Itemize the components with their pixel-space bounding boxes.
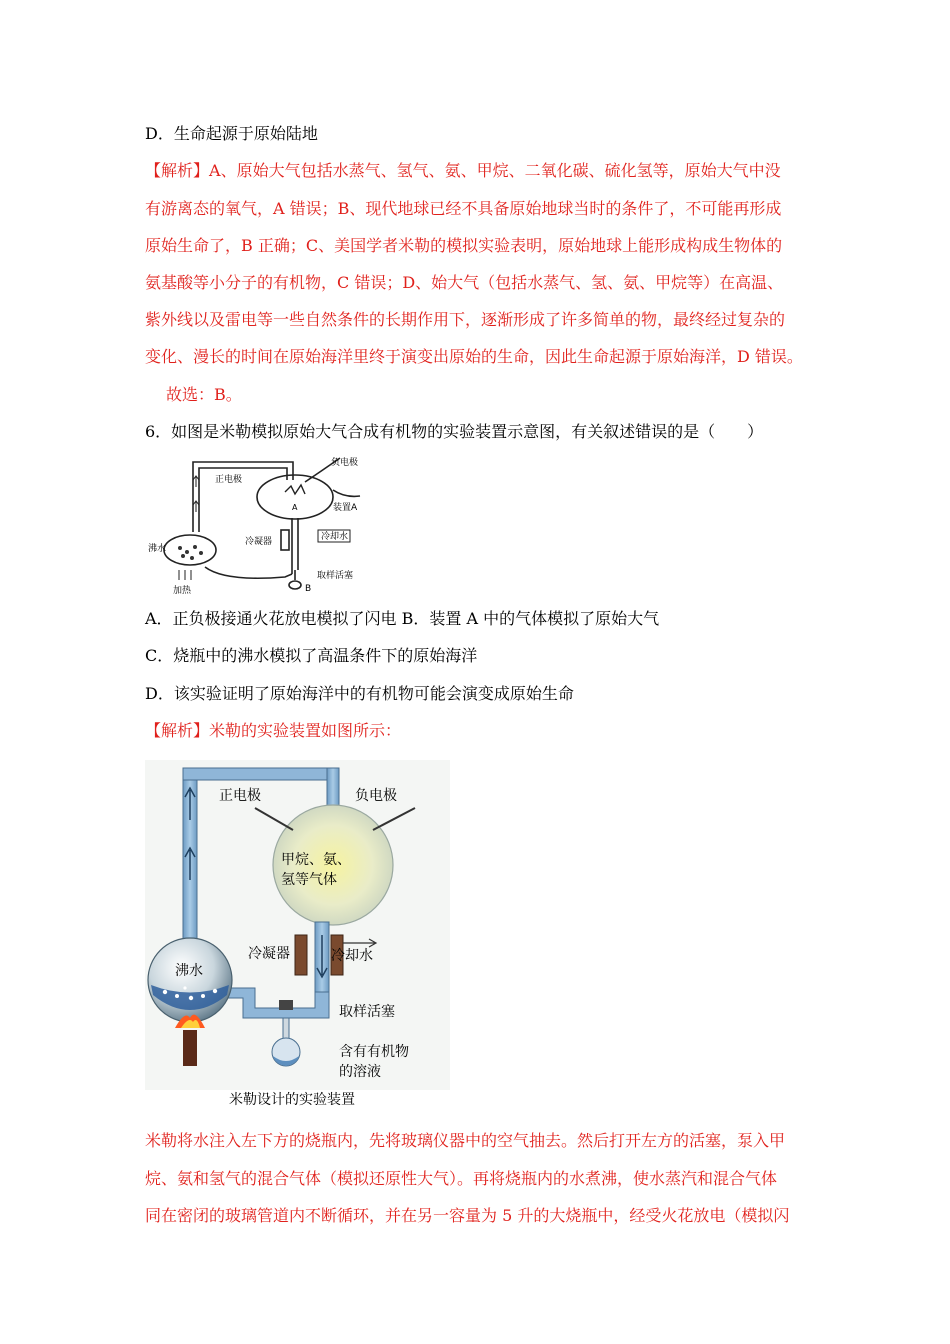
- q5-analysis-line-6: 变化、漫长的时间在原始海洋里终于演变出原始的生命，因此生命起源于原始海洋，D 错误。: [145, 347, 803, 366]
- fig-large-caption: 米勒设计的实验装置: [229, 1092, 355, 1108]
- fig-small-condenser: 冷凝器: [245, 537, 273, 547]
- fig-large-solution-line-1: 含有有机物: [339, 1044, 409, 1060]
- q6-explanation-line-3: 同在密闭的玻璃管道内不断循环，并在另一容量为 5 升的大烧瓶中，经受火花放电（模拟闪: [145, 1206, 790, 1225]
- q6-option-ab: A．正负极接通火花放电模拟了闪电 B．装置 A 中的气体模拟了原始大气: [145, 609, 660, 628]
- q5-analysis-line-2: 有游离态的氧气，A 错误；B、现代地球已经不具备原始地球当时的条件了，不可能再形成: [145, 199, 782, 218]
- fig-large-boiling-water: 沸水: [175, 963, 203, 979]
- fig-small-neg-electrode: 负电极: [331, 458, 359, 468]
- fig-large-solution-line-2: 的溶液: [339, 1064, 381, 1080]
- q5-option-d: D．生命起源于原始陆地: [145, 124, 318, 143]
- fig-large-gas-line-1: 甲烷、氨、: [281, 852, 351, 868]
- fig-small-boiling-water: 沸水: [148, 544, 167, 554]
- fig-small-device-a: 装置A: [333, 503, 358, 513]
- q5-answer: 故选：B。: [166, 385, 242, 404]
- fig-small-pos-electrode: 正电极: [215, 475, 243, 485]
- fig-small-letter-a: A: [292, 503, 298, 512]
- q6-option-d: D．该实验证明了原始海洋中的有机物可能会演变成原始生命: [145, 684, 574, 703]
- fig-large-sampling-valve: 取样活塞: [339, 1004, 395, 1020]
- q6-option-c: C．烧瓶中的沸水模拟了高温条件下的原始海洋: [145, 646, 478, 665]
- fig-large-gas-line-2: 氢等气体: [281, 872, 337, 888]
- fig-small-heating: 加热: [173, 586, 192, 596]
- q6-analysis-intro: 【解析】米勒的实验装置如图所示：: [145, 721, 402, 740]
- q6-explanation-line-1: 米勒将水注入左下方的烧瓶内，先将玻璃仪器中的空气抽去。然后打开左方的活塞，泵入甲: [145, 1131, 786, 1150]
- fig-small-sampling-valve: 取样活塞: [317, 571, 354, 581]
- fig-small-cooling-water: 冷却水: [321, 532, 349, 542]
- fig-large-condenser: 冷凝器: [248, 946, 290, 962]
- q5-analysis-line-4: 氨基酸等小分子的有机物，C 错误；D、始大气（包括水蒸气、氢、氨、甲烷等）在高温、: [145, 273, 784, 292]
- miller-apparatus-large-figure: [145, 760, 450, 1110]
- analysis-tag: 【解析】: [145, 161, 210, 180]
- fig-small-letter-b: B: [305, 584, 312, 594]
- q6-stem: 6．如图是米勒模拟原始大气合成有机物的实验装置示意图，有关叙述错误的是（ ）: [145, 422, 764, 441]
- fig-large-neg-electrode: 负电极: [355, 788, 397, 804]
- q5-analysis-line-1: 【解析】A、原始大气包括水蒸气、氢气、氨、甲烷、二氧化碳、硫化氢等，原始大气中没: [145, 161, 781, 180]
- q6-explanation-line-2: 烷、氨和氢气的混合气体（模拟还原性大气）。再将烧瓶内的水煮沸，使水蒸汽和混合气体: [145, 1169, 778, 1188]
- analysis-tag: 【解析】: [145, 721, 210, 740]
- q5-analysis-line-5: 紫外线以及雷电等一些自然条件的长期作用下，逐渐形成了许多简单的物，最终经过复杂的: [145, 310, 786, 329]
- fig-large-cooling-water: 冷却水: [331, 948, 373, 964]
- q5-analysis-line-3: 原始生命了，B 正确；C、美国学者米勒的模拟实验表明，原始地球上能形成构成生物体的: [145, 236, 783, 255]
- miller-apparatus-small-figure: [145, 452, 375, 597]
- fig-large-pos-electrode: 正电极: [219, 788, 261, 804]
